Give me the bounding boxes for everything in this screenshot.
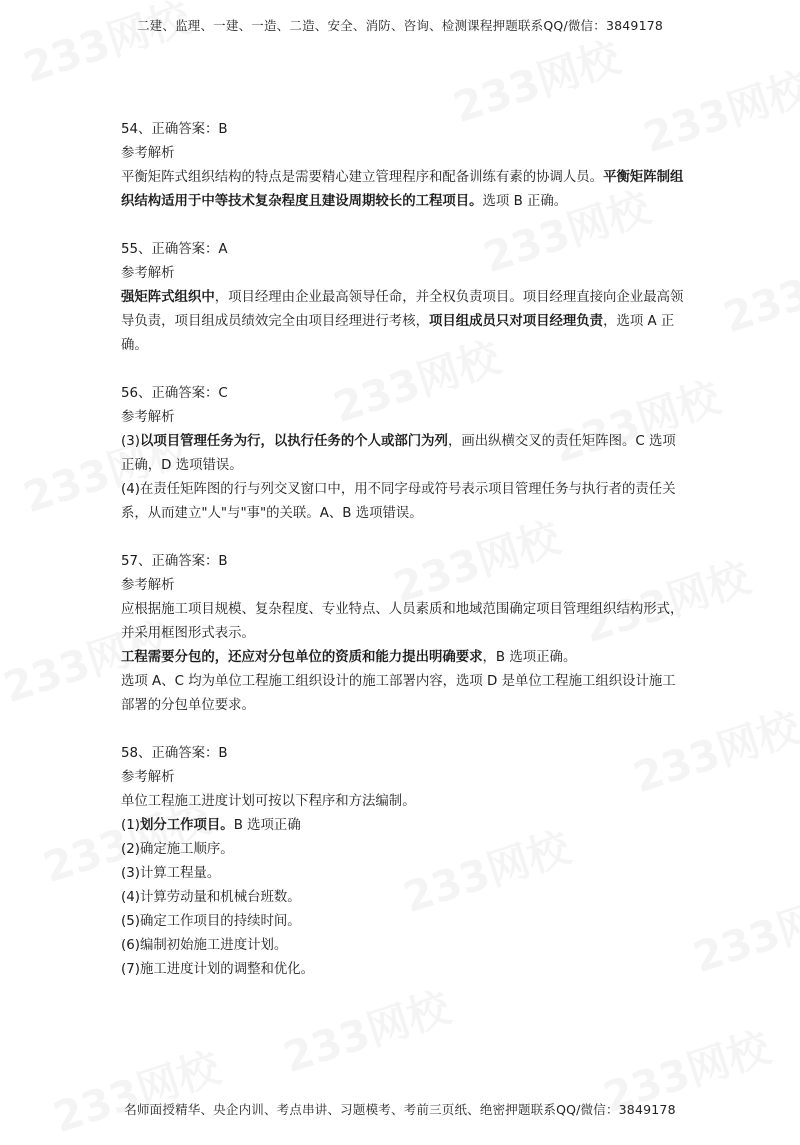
list-item: (5)确定工作项目的持续时间。 <box>121 914 301 929</box>
bold-text: 平衡矩阵制组织结构适用于中等技术复杂程度且建设周期较长的工程项目。 <box>121 170 684 209</box>
list-item: (7)施工进度计划的调整和优化。 <box>121 962 315 977</box>
page-footer: 名师面授精华、央企内训、考点串讲、习题模考、考前三页纸、绝密押题联系QQ/微信：3849178 <box>124 1102 676 1117</box>
list-item: (3)计算工程量。 <box>121 866 221 881</box>
list-item: (4)计算劳动量和机械台班数。 <box>121 890 301 905</box>
answer-line: 56、正确答案：C <box>121 386 228 401</box>
watermark-logo <box>45 1035 227 1145</box>
text-span: 平衡矩阵式组织结构的特点是需要精心建立管理程序和配备训练有素的协调人员。 <box>121 170 604 185</box>
bold-text: 划分工作项目。 <box>139 818 234 833</box>
explanation-text <box>121 646 687 670</box>
bold-text: 强矩阵式组织中 <box>121 290 215 305</box>
explanation-text <box>121 286 687 358</box>
bold-text: 工程需要分包的，还应对分包单位的资质和能力提出明确要求 <box>121 650 483 665</box>
text-span: ，画出纵横交叉的责任矩阵图。C 选项正确，D 选项错误。 <box>121 434 676 473</box>
question-58 <box>121 742 687 982</box>
answer-line: 55、正确答案：A <box>121 242 228 257</box>
question-56 <box>121 382 687 526</box>
list-item <box>121 814 687 838</box>
explanation-text: (4)在责任矩阵图的行与列交叉窗口中，用不同字母或符号表示项目管理任务与执行者的责任关系，从而建立"人"与"事"的关联。A、B 选项错误。 <box>121 482 676 521</box>
explanation-label: 参考解析 <box>121 146 175 161</box>
watermark-logo <box>685 875 800 985</box>
text-span: ，项目经理由企业最高领导任命，并全权负责项目。项目经理直接向企业最高领导负责，项目组成员绩效完全由项目经理进行考核， <box>121 290 684 329</box>
question-54 <box>121 118 687 214</box>
text-span: B 选项正确 <box>233 818 301 833</box>
list-item: (6)编制初始施工进度计划。 <box>121 938 288 953</box>
watermark-logo <box>15 0 197 95</box>
bold-text: 项目组成员只对项目经理负责 <box>428 314 604 329</box>
explanation-label: 参考解析 <box>121 770 175 785</box>
explanation-text: 单位工程施工进度计划可按以下程序和方法编制。 <box>121 794 416 809</box>
answer-line: 57、正确答案：B <box>121 554 228 569</box>
text-span: (3) <box>121 434 140 449</box>
explanation-text: 应根据施工项目规模、复杂程度、专业特点、人员素质和地域范围确定项目管理组织结构形式，并采用框图形式表示。 <box>121 602 684 641</box>
answer-line: 54、正确答案：B <box>121 122 228 137</box>
explanation-label: 参考解析 <box>121 578 175 593</box>
watermark-logo <box>715 235 800 345</box>
page-header: 二建、监理、一建、一造、二造、安全、消防、咨询、检测课程押题联系QQ/微信：3849178 <box>136 18 664 33</box>
explanation-text: 选项 A、C 均为单位工程施工组织设计的施工部署内容，选项 D 是单位工程施工组织设计施工部署的分包单位要求。 <box>121 674 676 713</box>
explanation-label: 参考解析 <box>121 410 175 425</box>
text-span: ，B 选项正确。 <box>482 650 577 665</box>
explanation-text <box>121 166 687 214</box>
text-span: (1) <box>121 818 140 833</box>
text-span: 选项 B 正确。 <box>482 194 568 209</box>
explanation-text <box>121 430 687 478</box>
question-57 <box>121 550 687 718</box>
answer-line: 58、正确答案：B <box>121 746 228 761</box>
text-span: ，选项 A 正确。 <box>121 314 675 353</box>
list-item: (2)确定施工顺序。 <box>121 842 234 857</box>
question-55 <box>121 238 687 358</box>
bold-text: 以项目管理任务为行，以执行任务的个人或部门为列 <box>139 434 448 449</box>
answer-content <box>121 118 687 1006</box>
explanation-label: 参考解析 <box>121 266 175 281</box>
